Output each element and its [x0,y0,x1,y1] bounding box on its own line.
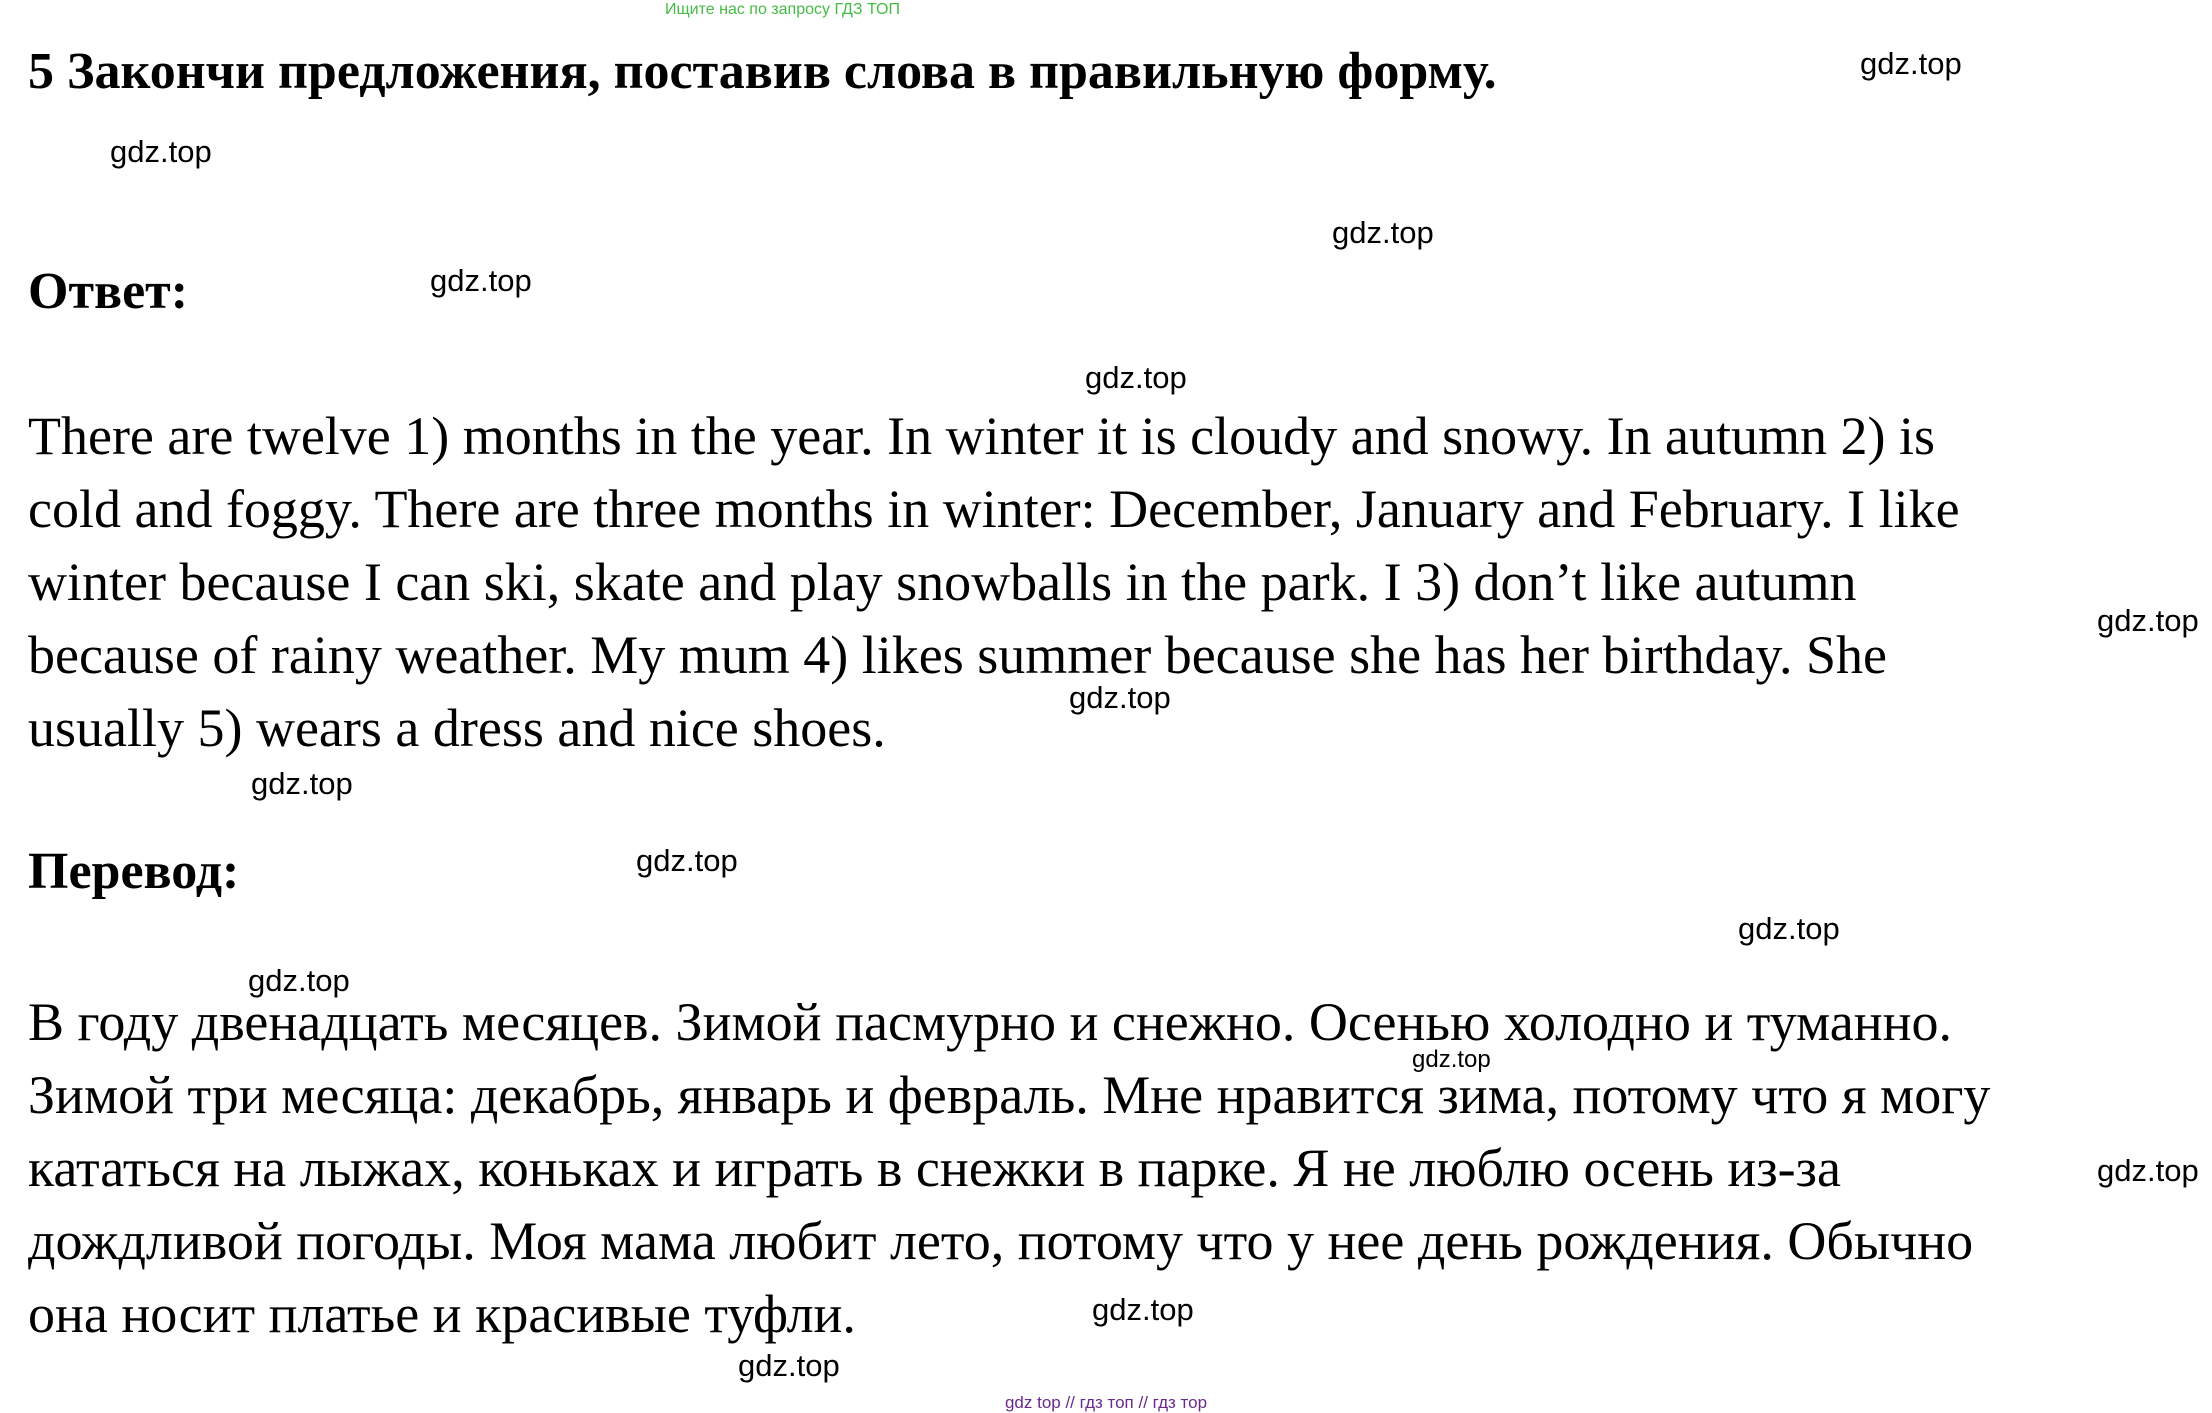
footer-watermark: gdz top // гдз топ // гдз тор [1004,1393,1208,1412]
watermark: gdz.top [1860,46,1962,81]
answer-heading: Ответ: [28,263,189,320]
watermark: gdz.top [251,766,353,801]
translation-line: она носит платье и красивые туфли. [28,1284,856,1344]
watermark: gdz.top [2097,1153,2199,1188]
answer-line: There are twelve 1) months in the year. In winter it is cloudy and snowy. In autumn 2) is [28,406,1936,466]
watermark: gdz.top [636,843,738,878]
answer-line: because of rainy weather. My mum 4) likes summer because she has her birthday. She [28,625,1887,685]
answer-line: cold and foggy. There are three months in winter: December, January and February. I like [28,479,1960,539]
watermark: gdz.top [1085,360,1187,395]
watermark: gdz.top [2097,603,2199,638]
translation-line: кататься на лыжах, коньках и играть в снежки в парке. Я не люблю осень из-за [28,1138,1841,1198]
answer-line: winter because I can ski, skate and play snowballs in the park. I 3) don’t like autumn [28,552,1857,612]
watermark: gdz.top [1738,911,1840,946]
watermark: gdz.top [738,1348,840,1383]
exercise-title: 5 Закончи предложения, поставив слова в правильную форму. [28,43,1497,100]
watermark: gdz.top [110,134,212,169]
watermark: gdz.top [1069,680,1171,715]
translation-line: Зимой три месяца: декабрь, январь и февраль. Мне нравится зима, потому что я могу [28,1065,1991,1125]
watermark: gdz.top [248,963,350,998]
translation-line: В году двенадцать месяцев. Зимой пасмурно и снежно. Осенью холодно и туманно. [28,992,1953,1052]
answer-line: usually 5) wears a dress and nice shoes. [28,698,886,758]
watermark: gdz.top [1332,215,1434,250]
watermark: gdz.top [1412,1046,1491,1073]
translation-line: дождливой погоды. Моя мама любит лето, потому что у нее день рождения. Обычно [28,1211,1974,1271]
watermark: gdz.top [1092,1292,1194,1327]
watermark: gdz.top [430,263,532,298]
top-banner: Ищите нас по запросу ГДЗ ТОП [665,1,900,18]
translation-heading: Перевод: [28,843,240,900]
